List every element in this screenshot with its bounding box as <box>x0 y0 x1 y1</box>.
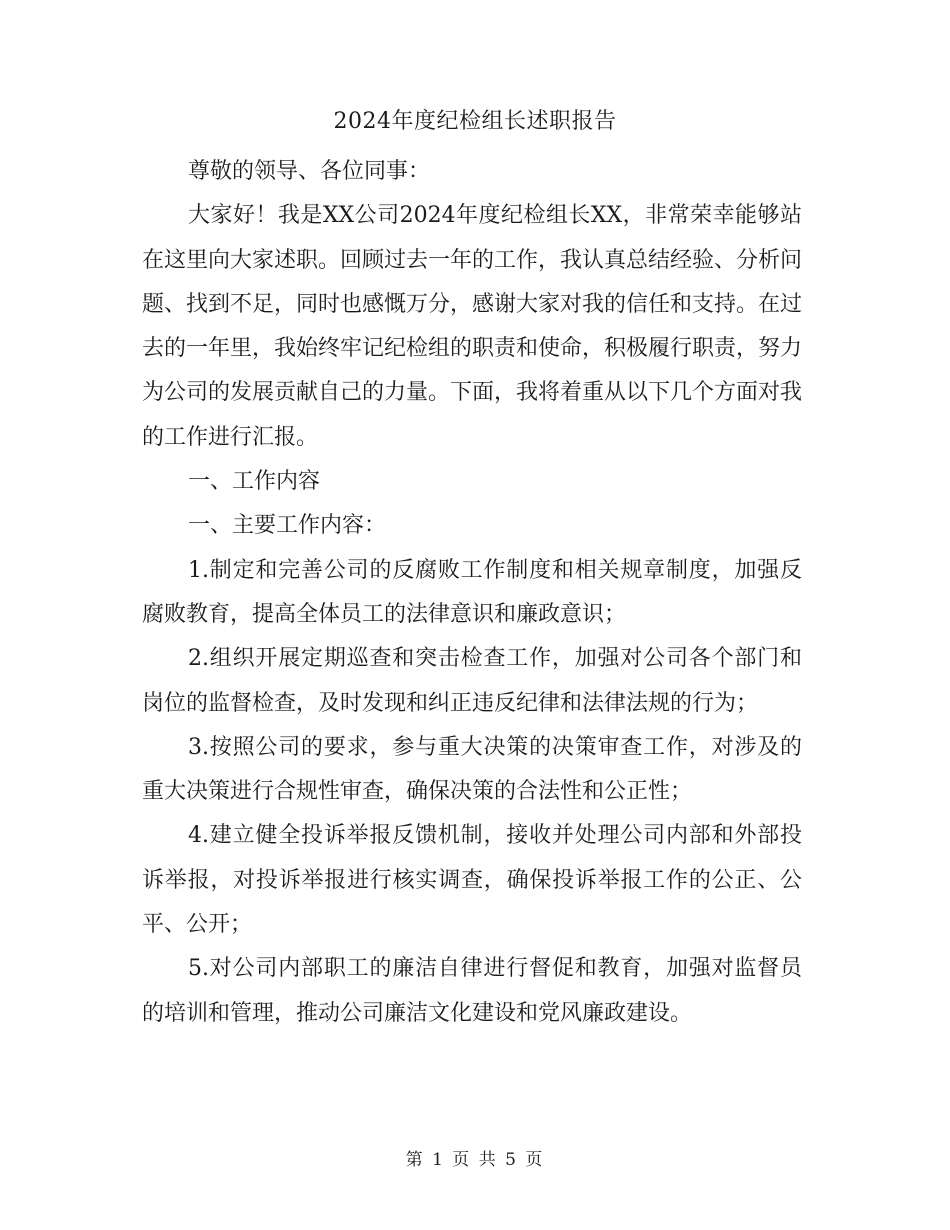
list-item-4: 4.建立健全投诉举报反馈机制，接收并处理公司内部和外部投诉举报，对投诉举报进行核实调查，确保投诉举报工作的公正、公平、公开； <box>142 823 802 938</box>
document-body <box>142 150 802 1036</box>
page-footer: 第 1 页 共 5 页 <box>405 1150 545 1170</box>
list-item-1: 1.制定和完善公司的反腐败工作制度和相关规章制度，加强反腐败教育，提高全体员工的法律意识和廉政意识； <box>142 557 802 627</box>
document-title: 2024年度纪检组长述职报告 <box>333 109 617 134</box>
list-item-5: 5.对公司内部职工的廉洁自律进行督促和教育，加强对监督员的培训和管理，推动公司廉洁文化建设和党风廉政建设。 <box>142 956 802 1026</box>
list-item-3: 3.按照公司的要求，参与重大决策的决策审查工作，对涉及的重大决策进行合规性审查，确保决策的合法性和公正性； <box>142 734 802 805</box>
intro-paragraph: 大家好！我是XX公司2024年度纪检组长XX，非常荣幸能够站在这里向大家述职。回顾过去一年的工作，我认真总结经验、分析问题、找到不足，同时也感慨万分，感谢大家对我的信任和支持。在过去的一年里，我始终牢记纪检组的职责和使命，积极履行职责，努力为公司的发展贡献自己的力量。下面，我将着重从以下几个方面对我的工作进行汇报。 <box>142 203 803 450</box>
list-item-2: 2.组织开展定期巡查和突击检查工作，加强对公司各个部门和岗位的监督检查，及时发现和纠正违反纪律和法律法规的行为； <box>142 646 802 716</box>
section-heading: 一、工作内容 <box>188 469 321 495</box>
salutation-paragraph: 尊敬的领导、各位同事： <box>188 159 431 184</box>
subsection-heading: 一、主要工作内容： <box>188 513 387 539</box>
